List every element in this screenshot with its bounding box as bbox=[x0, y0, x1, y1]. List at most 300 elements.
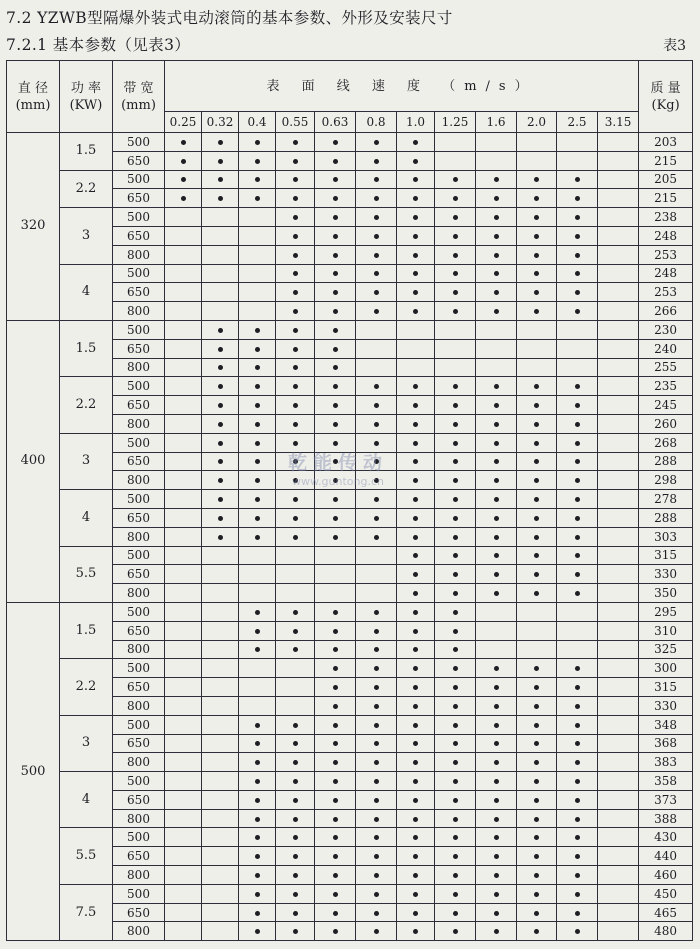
availability-dot bbox=[534, 685, 539, 690]
availability-dot bbox=[453, 215, 458, 220]
speed-cell bbox=[476, 734, 517, 753]
availability-dot bbox=[374, 309, 379, 314]
speed-cell bbox=[356, 847, 397, 866]
mass-cell: 288 bbox=[639, 452, 693, 471]
speed-cell bbox=[397, 490, 435, 509]
speed-cell bbox=[276, 659, 315, 678]
availability-dot bbox=[374, 723, 379, 728]
header-belt-width-label: 带 宽 bbox=[123, 80, 154, 96]
availability-dot bbox=[333, 817, 338, 822]
mass-cell: 303 bbox=[639, 527, 693, 546]
availability-dot bbox=[374, 647, 379, 652]
belt-width-cell: 650 bbox=[113, 790, 165, 809]
availability-dot bbox=[293, 422, 298, 427]
speed-cell bbox=[356, 565, 397, 584]
availability-dot bbox=[293, 817, 298, 822]
speed-cell bbox=[165, 320, 202, 339]
availability-dot bbox=[453, 610, 458, 615]
speed-cell bbox=[598, 565, 639, 584]
availability-dot bbox=[374, 253, 379, 258]
speed-cell bbox=[517, 433, 557, 452]
speed-cell bbox=[356, 414, 397, 433]
availability-dot bbox=[374, 497, 379, 502]
availability-dot bbox=[575, 741, 580, 746]
speed-cell bbox=[435, 734, 476, 753]
speed-cell bbox=[517, 133, 557, 152]
speed-cell bbox=[315, 527, 356, 546]
speed-cell bbox=[276, 508, 315, 527]
availability-dot bbox=[453, 723, 458, 728]
mass-cell: 288 bbox=[639, 508, 693, 527]
speed-cell bbox=[356, 245, 397, 264]
availability-dot bbox=[293, 459, 298, 464]
speed-cell bbox=[598, 696, 639, 715]
mass-cell: 248 bbox=[639, 264, 693, 283]
speed-cell bbox=[165, 696, 202, 715]
speed-cell bbox=[202, 734, 239, 753]
speed-cell bbox=[476, 847, 517, 866]
availability-dot bbox=[293, 384, 298, 389]
speed-cell bbox=[356, 546, 397, 565]
speed-cell bbox=[276, 358, 315, 377]
speed-cell bbox=[315, 208, 356, 227]
speed-cell bbox=[517, 414, 557, 433]
speed-cell bbox=[356, 866, 397, 885]
speed-cell bbox=[165, 452, 202, 471]
speed-cell bbox=[517, 809, 557, 828]
subsection-heading: 7.2.1 基本参数（见表3） bbox=[6, 36, 191, 54]
speed-cell bbox=[598, 809, 639, 828]
speed-cell bbox=[598, 302, 639, 321]
availability-dot bbox=[413, 140, 418, 145]
speed-header-cell: 1.6 bbox=[476, 112, 517, 133]
speed-cell bbox=[397, 396, 435, 415]
speed-cell bbox=[165, 490, 202, 509]
belt-width-cell: 500 bbox=[113, 320, 165, 339]
speed-cell bbox=[356, 772, 397, 791]
header-belt-width bbox=[113, 61, 165, 133]
availability-dot bbox=[333, 422, 338, 427]
table-row bbox=[7, 320, 693, 339]
availability-dot bbox=[575, 929, 580, 934]
speed-cell bbox=[356, 734, 397, 753]
speed-cell bbox=[202, 452, 239, 471]
availability-dot bbox=[293, 723, 298, 728]
speed-cell bbox=[557, 621, 598, 640]
availability-dot bbox=[413, 610, 418, 615]
speed-cell bbox=[476, 790, 517, 809]
availability-dot bbox=[293, 253, 298, 258]
speed-cell bbox=[598, 734, 639, 753]
power-cell: 2.2 bbox=[60, 170, 113, 208]
speed-cell bbox=[239, 640, 276, 659]
speed-cell bbox=[356, 264, 397, 283]
table-row bbox=[7, 170, 693, 189]
speed-cell bbox=[557, 753, 598, 772]
table-row bbox=[7, 546, 693, 565]
availability-dot bbox=[494, 741, 499, 746]
availability-dot bbox=[218, 422, 223, 427]
speed-cell bbox=[165, 753, 202, 772]
availability-dot bbox=[494, 553, 499, 558]
speed-cell bbox=[435, 790, 476, 809]
availability-dot bbox=[255, 610, 260, 615]
speed-cell bbox=[435, 884, 476, 903]
mass-cell: 260 bbox=[639, 414, 693, 433]
table-number: 表3 bbox=[663, 38, 686, 54]
belt-width-cell: 800 bbox=[113, 640, 165, 659]
availability-dot bbox=[575, 760, 580, 765]
availability-dot bbox=[453, 253, 458, 258]
availability-dot bbox=[218, 497, 223, 502]
speed-cell bbox=[557, 734, 598, 753]
speed-cell bbox=[598, 133, 639, 152]
mass-cell: 430 bbox=[639, 828, 693, 847]
speed-cell bbox=[557, 414, 598, 433]
speed-cell bbox=[356, 151, 397, 170]
availability-dot bbox=[333, 835, 338, 840]
availability-dot bbox=[453, 497, 458, 502]
availability-dot bbox=[293, 854, 298, 859]
availability-dot bbox=[575, 196, 580, 201]
availability-dot bbox=[575, 290, 580, 295]
availability-dot bbox=[575, 177, 580, 182]
speed-cell bbox=[165, 866, 202, 885]
availability-dot bbox=[293, 347, 298, 352]
speed-header-cell: 0.32 bbox=[202, 112, 239, 133]
speed-cell bbox=[598, 339, 639, 358]
availability-dot bbox=[494, 196, 499, 201]
mass-cell: 230 bbox=[639, 320, 693, 339]
availability-dot bbox=[255, 798, 260, 803]
speed-cell bbox=[517, 584, 557, 603]
availability-dot bbox=[575, 854, 580, 859]
availability-dot bbox=[575, 422, 580, 427]
speed-cell bbox=[202, 170, 239, 189]
speed-cell bbox=[239, 490, 276, 509]
belt-width-cell: 650 bbox=[113, 226, 165, 245]
speed-cell bbox=[476, 659, 517, 678]
availability-dot bbox=[453, 403, 458, 408]
speed-header-cell: 3.15 bbox=[598, 112, 639, 133]
speed-cell bbox=[165, 339, 202, 358]
speed-cell bbox=[276, 302, 315, 321]
speed-cell bbox=[517, 377, 557, 396]
availability-dot bbox=[374, 704, 379, 709]
availability-dot bbox=[255, 347, 260, 352]
speed-cell bbox=[476, 508, 517, 527]
availability-dot bbox=[534, 798, 539, 803]
speed-cell bbox=[356, 208, 397, 227]
speed-cell bbox=[435, 302, 476, 321]
speed-cell bbox=[165, 621, 202, 640]
availability-dot bbox=[453, 441, 458, 446]
availability-dot bbox=[453, 384, 458, 389]
availability-dot bbox=[534, 779, 539, 784]
speed-cell bbox=[476, 866, 517, 885]
speed-cell bbox=[435, 133, 476, 152]
availability-dot bbox=[413, 873, 418, 878]
availability-dot bbox=[218, 365, 223, 370]
availability-dot bbox=[494, 779, 499, 784]
availability-dot bbox=[333, 196, 338, 201]
speed-cell bbox=[276, 696, 315, 715]
availability-dot bbox=[413, 290, 418, 295]
speed-cell bbox=[397, 208, 435, 227]
speed-cell bbox=[598, 358, 639, 377]
availability-dot bbox=[374, 441, 379, 446]
availability-dot bbox=[453, 929, 458, 934]
speed-cell bbox=[557, 283, 598, 302]
speed-cell bbox=[397, 772, 435, 791]
availability-dot bbox=[255, 873, 260, 878]
speed-cell bbox=[397, 809, 435, 828]
speed-cell bbox=[557, 189, 598, 208]
availability-dot bbox=[453, 535, 458, 540]
availability-dot bbox=[333, 271, 338, 276]
speed-cell bbox=[202, 377, 239, 396]
power-cell: 1.5 bbox=[60, 602, 113, 658]
availability-dot bbox=[494, 516, 499, 521]
speed-header-cell: 0.55 bbox=[276, 112, 315, 133]
availability-dot bbox=[413, 666, 418, 671]
speed-cell bbox=[557, 922, 598, 941]
availability-dot bbox=[293, 234, 298, 239]
availability-dot bbox=[534, 309, 539, 314]
availability-dot bbox=[413, 196, 418, 201]
availability-dot bbox=[453, 177, 458, 182]
speed-cell bbox=[315, 151, 356, 170]
availability-dot bbox=[534, 553, 539, 558]
speed-cell bbox=[397, 133, 435, 152]
availability-dot bbox=[255, 854, 260, 859]
speed-cell bbox=[435, 320, 476, 339]
speed-cell bbox=[557, 264, 598, 283]
availability-dot bbox=[575, 459, 580, 464]
availability-dot bbox=[494, 253, 499, 258]
speed-cell bbox=[517, 264, 557, 283]
speed-header-cell: 2.0 bbox=[517, 112, 557, 133]
belt-width-cell: 650 bbox=[113, 151, 165, 170]
availability-dot bbox=[413, 835, 418, 840]
speed-cell bbox=[557, 772, 598, 791]
speed-cell bbox=[435, 527, 476, 546]
speed-cell bbox=[598, 546, 639, 565]
availability-dot bbox=[575, 704, 580, 709]
availability-dot bbox=[255, 723, 260, 728]
speed-cell bbox=[598, 884, 639, 903]
mass-cell: 373 bbox=[639, 790, 693, 809]
speed-cell bbox=[202, 471, 239, 490]
availability-dot bbox=[333, 892, 338, 897]
availability-dot bbox=[453, 271, 458, 276]
speed-cell bbox=[598, 320, 639, 339]
speed-cell bbox=[202, 546, 239, 565]
availability-dot bbox=[255, 497, 260, 502]
speed-cell bbox=[239, 696, 276, 715]
availability-dot bbox=[575, 497, 580, 502]
availability-dot bbox=[333, 347, 338, 352]
availability-dot bbox=[453, 459, 458, 464]
belt-width-cell: 800 bbox=[113, 584, 165, 603]
speed-cell bbox=[165, 922, 202, 941]
table-row bbox=[7, 433, 693, 452]
availability-dot bbox=[293, 177, 298, 182]
speed-cell bbox=[239, 565, 276, 584]
speed-cell bbox=[435, 678, 476, 697]
speed-cell bbox=[315, 922, 356, 941]
availability-dot bbox=[333, 159, 338, 164]
speed-cell bbox=[557, 133, 598, 152]
speed-cell bbox=[397, 922, 435, 941]
speed-header-cell: 0.8 bbox=[356, 112, 397, 133]
mass-cell: 310 bbox=[639, 621, 693, 640]
availability-dot bbox=[575, 591, 580, 596]
availability-dot bbox=[374, 741, 379, 746]
availability-dot bbox=[374, 478, 379, 483]
power-cell: 3 bbox=[60, 715, 113, 771]
speed-cell bbox=[315, 715, 356, 734]
availability-dot bbox=[413, 459, 418, 464]
mass-cell: 330 bbox=[639, 696, 693, 715]
speed-cell bbox=[435, 189, 476, 208]
speed-cell bbox=[239, 903, 276, 922]
speed-cell bbox=[315, 133, 356, 152]
speed-cell bbox=[202, 490, 239, 509]
availability-dot bbox=[374, 685, 379, 690]
availability-dot bbox=[575, 516, 580, 521]
availability-dot bbox=[534, 911, 539, 916]
speed-cell bbox=[517, 678, 557, 697]
header-power-label: 功 率 bbox=[70, 80, 102, 96]
availability-dot bbox=[293, 441, 298, 446]
availability-dot bbox=[453, 572, 458, 577]
speed-cell bbox=[276, 226, 315, 245]
speed-cell bbox=[239, 866, 276, 885]
speed-cell bbox=[476, 471, 517, 490]
speed-cell bbox=[557, 790, 598, 809]
speed-cell bbox=[557, 452, 598, 471]
speed-cell bbox=[239, 659, 276, 678]
speed-cell bbox=[397, 170, 435, 189]
availability-dot bbox=[575, 403, 580, 408]
speed-cell bbox=[557, 358, 598, 377]
header-power-unit: (KW) bbox=[69, 97, 103, 113]
mass-cell: 460 bbox=[639, 866, 693, 885]
speed-cell bbox=[276, 640, 315, 659]
speed-cell bbox=[598, 866, 639, 885]
availability-dot bbox=[293, 497, 298, 502]
mass-cell: 368 bbox=[639, 734, 693, 753]
availability-dot bbox=[218, 328, 223, 333]
availability-dot bbox=[374, 459, 379, 464]
availability-dot bbox=[255, 647, 260, 652]
availability-dot bbox=[575, 309, 580, 314]
speed-cell bbox=[356, 320, 397, 339]
speed-cell bbox=[435, 226, 476, 245]
mass-cell: 245 bbox=[639, 396, 693, 415]
table-row bbox=[7, 377, 693, 396]
availability-dot bbox=[494, 384, 499, 389]
speed-cell bbox=[557, 471, 598, 490]
availability-dot bbox=[255, 459, 260, 464]
belt-width-cell: 500 bbox=[113, 546, 165, 565]
availability-dot bbox=[575, 553, 580, 558]
speed-cell bbox=[476, 772, 517, 791]
speed-cell bbox=[202, 621, 239, 640]
speed-header-cell: 1.25 bbox=[435, 112, 476, 133]
speed-cell bbox=[356, 508, 397, 527]
speed-cell bbox=[356, 678, 397, 697]
speed-cell bbox=[202, 189, 239, 208]
speed-cell bbox=[598, 377, 639, 396]
speed-cell bbox=[356, 828, 397, 847]
speed-cell bbox=[476, 490, 517, 509]
table-row bbox=[7, 828, 693, 847]
speed-cell bbox=[476, 527, 517, 546]
speed-cell bbox=[598, 640, 639, 659]
availability-dot bbox=[293, 779, 298, 784]
availability-dot bbox=[293, 798, 298, 803]
table-row bbox=[7, 772, 693, 791]
mass-cell: 278 bbox=[639, 490, 693, 509]
speed-cell bbox=[435, 264, 476, 283]
speed-cell bbox=[276, 264, 315, 283]
belt-width-cell: 800 bbox=[113, 922, 165, 941]
speed-cell bbox=[239, 621, 276, 640]
availability-dot bbox=[255, 384, 260, 389]
belt-width-cell: 500 bbox=[113, 772, 165, 791]
speed-cell bbox=[356, 189, 397, 208]
availability-dot bbox=[333, 253, 338, 258]
mass-cell: 450 bbox=[639, 884, 693, 903]
availability-dot bbox=[413, 516, 418, 521]
speed-cell bbox=[517, 922, 557, 941]
speed-cell bbox=[202, 264, 239, 283]
availability-dot bbox=[374, 384, 379, 389]
availability-dot bbox=[333, 723, 338, 728]
speed-cell bbox=[239, 678, 276, 697]
availability-dot bbox=[374, 271, 379, 276]
table-row bbox=[7, 715, 693, 734]
speed-cell bbox=[476, 226, 517, 245]
availability-dot bbox=[453, 892, 458, 897]
speed-cell bbox=[315, 283, 356, 302]
speed-cell bbox=[239, 452, 276, 471]
availability-dot bbox=[575, 234, 580, 239]
availability-dot bbox=[494, 535, 499, 540]
speed-cell bbox=[356, 696, 397, 715]
speed-cell bbox=[239, 753, 276, 772]
speed-cell bbox=[202, 772, 239, 791]
speed-cell bbox=[356, 396, 397, 415]
speed-cell bbox=[517, 527, 557, 546]
availability-dot bbox=[293, 741, 298, 746]
speed-cell bbox=[356, 903, 397, 922]
availability-dot bbox=[534, 459, 539, 464]
availability-dot bbox=[255, 422, 260, 427]
power-cell: 2.2 bbox=[60, 659, 113, 715]
power-cell: 4 bbox=[60, 264, 113, 320]
speed-cell bbox=[435, 433, 476, 452]
power-cell: 2.2 bbox=[60, 377, 113, 433]
speed-cell bbox=[557, 640, 598, 659]
speed-cell bbox=[315, 621, 356, 640]
speed-cell bbox=[202, 208, 239, 227]
availability-dot bbox=[413, 535, 418, 540]
table-row bbox=[7, 208, 693, 227]
belt-width-cell: 650 bbox=[113, 621, 165, 640]
